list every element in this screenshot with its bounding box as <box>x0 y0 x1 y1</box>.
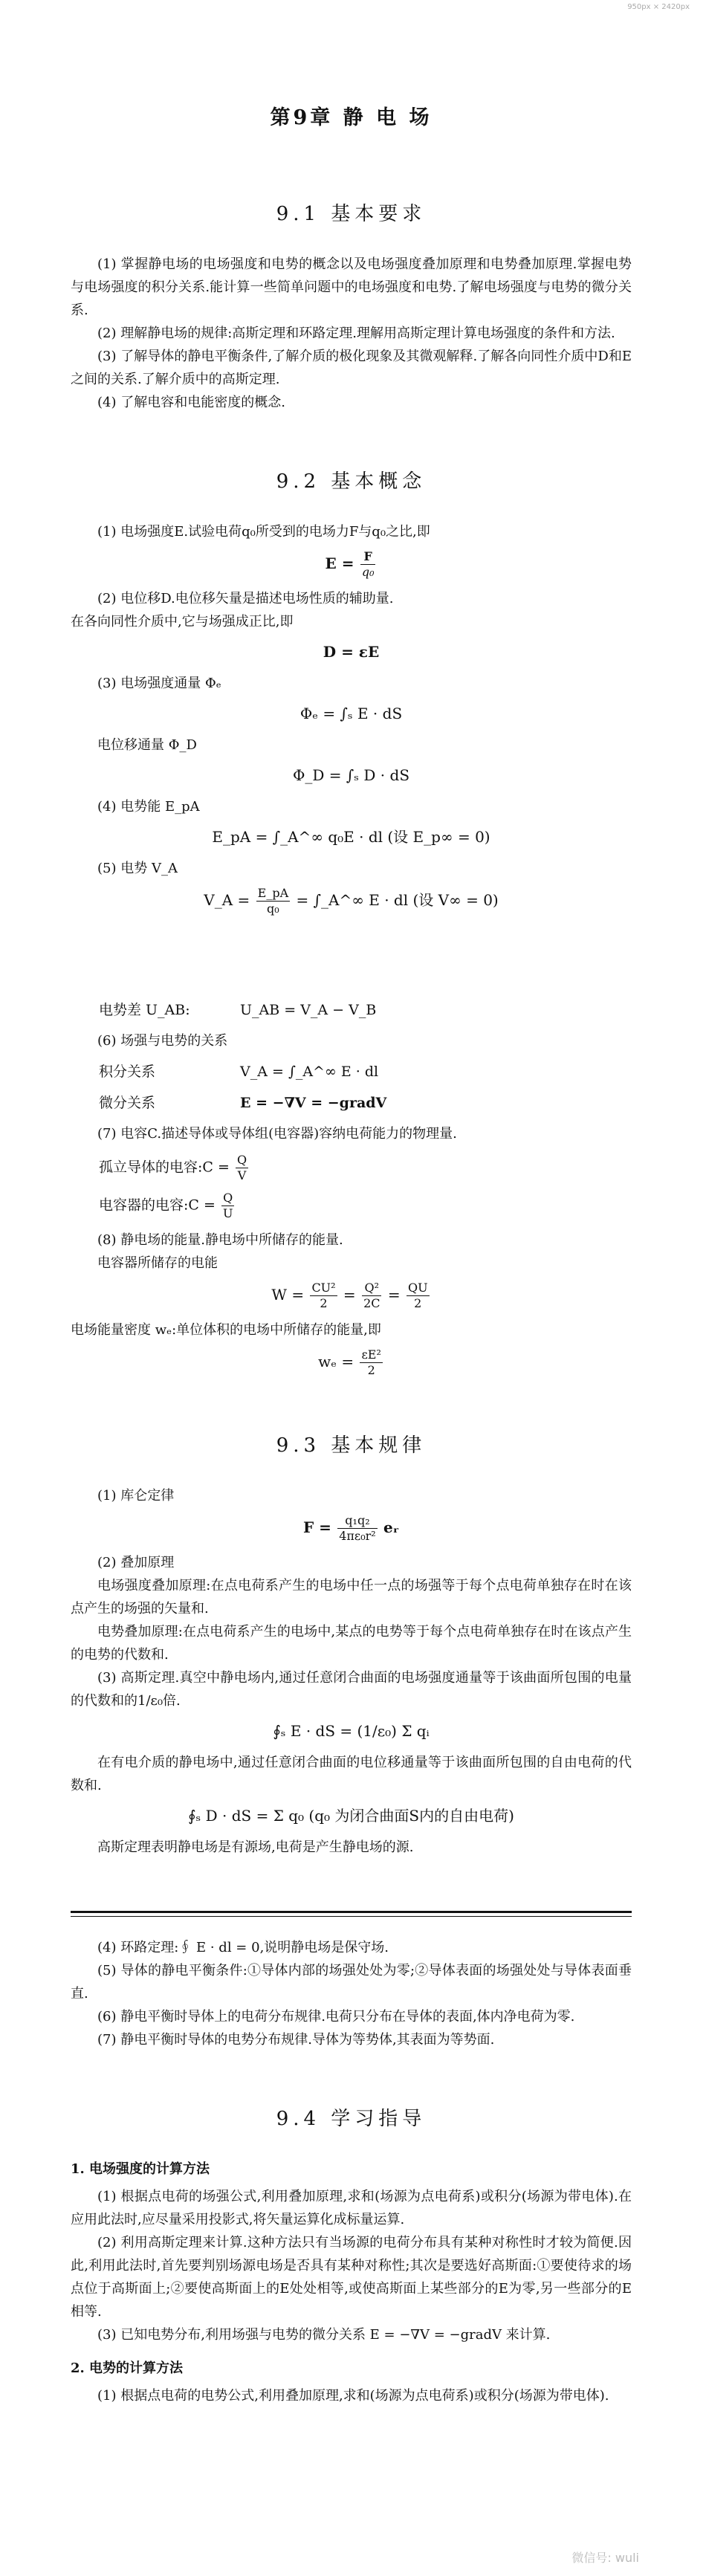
paragraph: (1) 根据点电荷的电势公式,利用叠加原理,求和(场源为点电荷系)或积分(场源为带电体). <box>97 2388 609 2404</box>
paragraph: (4) 电势能 E_pA <box>97 799 200 815</box>
formula-potential: V_A = $\frac{E\_pA}{\text{q₀}}$ = ∫_A^∞ E · dl (设 V∞ = 0) <box>204 886 499 916</box>
paragraph: (2) 叠加原理 <box>97 1555 175 1570</box>
potential-difference-line: 电势差 U_AB: U_AB = V_A − V_B <box>99 1002 377 1018</box>
paragraph: 电势叠加原理:在点电荷系产生的电场中,某点的电势等于每个点电荷单独存在时在该点产生的电势的代数和. <box>71 1624 632 1663</box>
paragraph: 在各向同性介质中,它与场强成正比,即 <box>71 614 294 630</box>
capacitor-capacitance: 电容器的电容:C = $\frac{Q}{U}$ <box>99 1191 233 1220</box>
formula-coulomb: F = $\frac{\text{q₁q₂}}{\text{4πε₀r²}}$ eᵣ <box>302 1513 400 1543</box>
watermark: 微信号: wuli <box>571 2551 639 2565</box>
formula-gauss-dielectric: ∮ₛ D · dS = Σ q₀ (q₀ 为闭合曲面S内的自由电荷) <box>188 1807 514 1825</box>
formula-capacitor-energy: W = $\frac{\text{CU²}}{2}$ = $\frac{\text{Q²}}{2C}$ = $\frac{QU}{2}$ <box>271 1281 428 1310</box>
paragraph: 在有电介质的静电场中,通过任意闭合曲面的电位移通量等于该曲面所包围的自由电荷的代数和. <box>71 1755 632 1793</box>
paragraph: (3) 已知电势分布,利用场强与电势的微分关系 E = −∇V = −gradV 来计算. <box>97 2327 551 2343</box>
paragraph: (1) 掌握静电场的电场强度和电势的概念以及电场强度叠加原理和电势叠加原理.掌握电势与电场强度的积分关系.能计算一些简单问题中的电场强度和电势.了解电场强度与电势的微分关系. <box>71 256 632 318</box>
paragraph: (6) 场强与电势的关系 <box>97 1033 228 1049</box>
paragraph: (6) 静电平衡时导体上的电荷分布规律.电荷只分布在导体的表面,体内净电荷为零. <box>97 2009 575 2025</box>
paragraph: (3) 高斯定理.真空中静电场内,通过任意闭合曲面的电场强度通量等于该曲面所包围的电量的代数和的1/ε₀倍. <box>71 1670 632 1709</box>
paragraph: (1) 根据点电荷的场强公式,利用叠加原理,求和(场源为点电荷系)或积分(场源为带电体).在应用此法时,应尽量采用投影式,将矢量运算化成标量运算. <box>71 2189 632 2227</box>
formula-e-flux: Φₑ = ∫ₛ E · dS <box>299 705 403 722</box>
formula-d-flux: Φ_D = ∫ₛ D · dS <box>292 766 410 784</box>
paragraph: (3) 了解导体的静电平衡条件,了解介质的极化现象及其微观解释.了解各向同性介质中D和E之间的关系.了解介质中的高斯定理. <box>71 349 632 387</box>
paragraph: (1) 电场强度E.试验电荷q₀所受到的电场力F与q₀之比,即 <box>97 524 430 540</box>
paragraph: (7) 静电平衡时导体的电势分布规律.导体为等势体,其表面为等势面. <box>97 2032 495 2048</box>
subsection-title: 2. 电势的计算方法 <box>71 2360 184 2376</box>
paragraph: 电场强度叠加原理:在点电荷系产生的电场中任一点的场强等于每个点电荷单独存在时在该点产生的场强的矢量和. <box>71 1578 632 1617</box>
isolated-conductor-capacitance: 孤立导体的电容:C = $\frac{Q}{V}$ <box>99 1153 247 1182</box>
formula-potential-energy: E_pA = ∫_A^∞ q₀E · dl (设 E_p∞ = 0) <box>212 828 490 846</box>
paragraph: (4) 环路定理:∮ E · dl = 0,说明静电场是保守场. <box>97 1940 389 1955</box>
formula-field-strength: E = $\frac{F}{\text{q₀}}$ <box>325 549 375 579</box>
paragraph: (1) 库仑定律 <box>97 1488 175 1504</box>
paragraph: (3) 电场强度通量 Φₑ <box>97 676 221 691</box>
differential-relation-line: 微分关系 E = −∇V = −gradV <box>99 1095 387 1111</box>
paragraph: (7) 电容C.描述导体或导体组(电容器)容纳电荷能力的物理量. <box>97 1126 457 1142</box>
formula-displacement: D = εE <box>323 643 380 661</box>
section-title-basic-concepts: 9.2 基本概念 <box>276 470 427 493</box>
section-title-basic-laws: 9.3 基本规律 <box>276 1434 427 1457</box>
section-title-study-guide: 9.4 学习指导 <box>276 2108 427 2130</box>
image-size-note: 950px × 2420px <box>627 3 690 11</box>
paragraph: (8) 静电场的能量.静电场中所储存的能量. <box>97 1232 343 1248</box>
section-title-basic-requirements: 9.1 基本要求 <box>276 203 427 225</box>
formula-gauss-vacuum: ∮ₛ E · dS = (1/ε₀) Σ qᵢ <box>273 1722 430 1740</box>
paragraph: (5) 导体的静电平衡条件:①导体内部的场强处处为零;②导体表面的场强处处与导体表面垂直. <box>71 1963 632 2001</box>
paragraph: (5) 电势 V_A <box>97 861 178 876</box>
page-divider-thick <box>71 1911 632 1913</box>
paragraph: (2) 利用高斯定理来计算.这种方法只有当场源的电荷分布具有某种对称性时才较为简便.因此,利用此法时,首先要判别场源电场是否具有某种对称性;其次是要选好高斯面:①要使待求的场点位于高斯面上;②要使高斯面上的E处处相等,或使高斯面上某些部分的E为零,另一些部分的E相等. <box>71 2235 632 2320</box>
paragraph: (2) 电位移D.电位移矢量是描述电场性质的辅助量. <box>97 591 394 606</box>
page-divider-thin <box>71 1916 632 1917</box>
paragraph: 电位移通量 Φ_D <box>97 737 197 753</box>
chapter-title: 第9章 静 电 场 <box>270 106 433 129</box>
spacer <box>71 924 632 991</box>
paragraph: (4) 了解电容和电能密度的概念. <box>97 395 285 410</box>
formula-energy-density: wₑ = $\frac{\text{εE²}}{2}$ <box>318 1347 381 1377</box>
paragraph: (2) 理解静电场的规律:高斯定理和环路定理.理解用高斯定理计算电场强度的条件和方法. <box>97 326 615 341</box>
paragraph: 电场能量密度 wₑ:单位体积的电场中所储存的能量,即 <box>71 1322 381 1338</box>
document-page <box>0 101 706 2407</box>
paragraph: 电容器所储存的电能 <box>97 1255 218 1271</box>
integral-relation-line: 积分关系 V_A = ∫_A^∞ E · dl <box>99 1064 379 1080</box>
paragraph: 高斯定理表明静电场是有源场,电荷是产生静电场的源. <box>97 1839 414 1855</box>
subsection-title: 1. 电场强度的计算方法 <box>71 2161 210 2177</box>
